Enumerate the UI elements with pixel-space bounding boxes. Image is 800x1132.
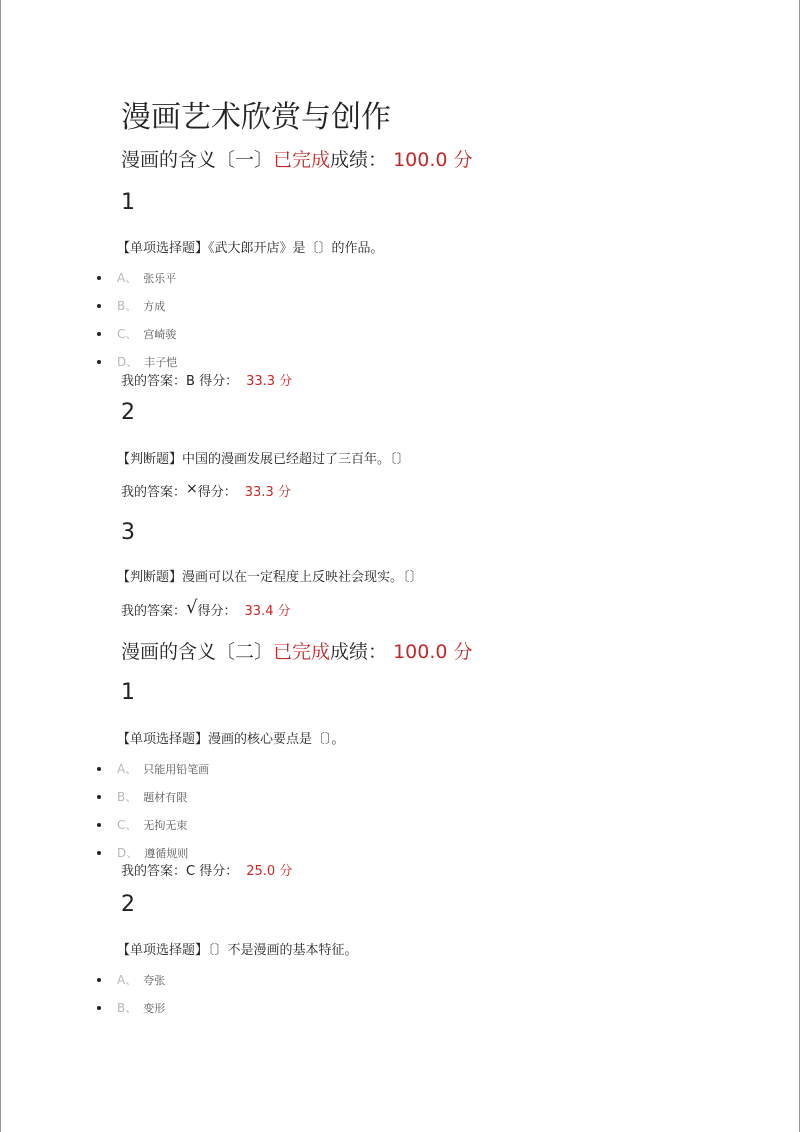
score-label: 得分： bbox=[199, 374, 239, 389]
bullet-icon bbox=[97, 823, 101, 827]
score-value: 33.4 分 bbox=[244, 604, 291, 619]
option-text: 题材有限 bbox=[143, 791, 188, 804]
bullet-icon bbox=[97, 304, 101, 308]
option-text: 夸张 bbox=[143, 974, 166, 987]
option-text: 无拘无束 bbox=[143, 819, 188, 832]
option-text: 变形 bbox=[143, 1002, 166, 1015]
question-body: 漫画可以在一定程度上反映社会现实。〔〕 bbox=[182, 570, 423, 585]
score-value: 25.0 分 bbox=[246, 864, 293, 879]
question-text bbox=[117, 942, 358, 960]
option-text: 遵循规则 bbox=[144, 847, 189, 860]
answer-label: 我的答案： bbox=[121, 485, 187, 500]
option-c[interactable] bbox=[97, 817, 187, 834]
option-letter: B、 bbox=[117, 299, 138, 313]
option-a[interactable] bbox=[97, 761, 209, 778]
option-letter: A、 bbox=[117, 973, 138, 987]
question-text bbox=[117, 240, 384, 258]
section-2-header bbox=[121, 640, 473, 664]
question-text bbox=[117, 451, 410, 469]
question-number: 2 bbox=[121, 400, 135, 425]
option-letter: C、 bbox=[117, 327, 138, 341]
bullet-icon bbox=[97, 276, 101, 280]
score-label: 得分： bbox=[197, 485, 237, 500]
option-letter: A、 bbox=[117, 762, 138, 776]
section-status: 已完成 bbox=[273, 149, 331, 171]
option-text: 张乐平 bbox=[143, 272, 177, 285]
check-icon: √ bbox=[186, 597, 198, 618]
question-type: 【判断题】 bbox=[117, 570, 183, 585]
answer-line bbox=[121, 373, 292, 391]
bullet-icon bbox=[97, 767, 101, 771]
question-body: 中国的漫画发展已经超过了三百年。〔〕 bbox=[182, 452, 410, 467]
option-b[interactable] bbox=[97, 1000, 165, 1017]
option-b[interactable] bbox=[97, 789, 187, 806]
question-text bbox=[117, 731, 345, 749]
question-type: 【单项选择题】 bbox=[117, 732, 209, 747]
section-score-label: 成绩： bbox=[330, 149, 388, 171]
option-text: 宫崎骏 bbox=[143, 328, 177, 341]
question-number: 3 bbox=[121, 520, 135, 545]
option-text: 方成 bbox=[143, 300, 166, 313]
answer-line bbox=[121, 863, 292, 881]
option-d[interactable] bbox=[97, 354, 177, 371]
option-letter: A、 bbox=[117, 271, 138, 285]
bullet-icon bbox=[97, 332, 101, 336]
section-score-value: 100.0 bbox=[393, 149, 448, 171]
cross-icon: × bbox=[186, 481, 198, 497]
option-a[interactable] bbox=[97, 270, 176, 287]
question-number: 2 bbox=[121, 892, 135, 917]
bullet-icon bbox=[97, 978, 101, 982]
answer-value: C bbox=[186, 864, 196, 879]
section-title: 漫画的含义〔一〕 bbox=[121, 149, 274, 171]
question-type: 【单项选择题】 bbox=[117, 241, 209, 256]
question-body: 〔〕不是漫画的基本特征。 bbox=[208, 943, 358, 958]
bullet-icon bbox=[97, 851, 101, 855]
question-body: 《武大郎开店》是〔〕的作品。 bbox=[208, 241, 384, 256]
section-title: 漫画的含义〔二〕 bbox=[121, 641, 274, 663]
option-letter: C、 bbox=[117, 818, 138, 832]
answer-label: 我的答案： bbox=[121, 604, 187, 619]
section-score-unit: 分 bbox=[453, 641, 473, 663]
question-text bbox=[117, 569, 423, 587]
answer-line bbox=[121, 483, 291, 502]
option-letter: B、 bbox=[117, 1001, 138, 1015]
option-b[interactable] bbox=[97, 298, 165, 315]
option-text: 丰子恺 bbox=[144, 356, 178, 369]
answer-label: 我的答案： bbox=[121, 374, 187, 389]
option-letter: B、 bbox=[117, 790, 138, 804]
answer-value: B bbox=[186, 374, 195, 389]
option-d[interactable] bbox=[97, 845, 188, 862]
score-label: 得分： bbox=[199, 864, 239, 879]
section-status: 已完成 bbox=[273, 641, 331, 663]
option-letter: D、 bbox=[117, 846, 139, 860]
section-score-unit: 分 bbox=[453, 149, 473, 171]
answer-label: 我的答案： bbox=[121, 864, 187, 879]
section-score-label: 成绩： bbox=[330, 641, 388, 663]
option-c[interactable] bbox=[97, 326, 176, 343]
score-label: 得分： bbox=[197, 604, 237, 619]
bullet-icon bbox=[97, 795, 101, 799]
document-title: 漫画艺术欣赏与创作 bbox=[121, 100, 391, 135]
question-type: 【单项选择题】 bbox=[117, 943, 209, 958]
question-body: 漫画的核心要点是〔〕。 bbox=[208, 732, 345, 747]
answer-line bbox=[121, 597, 291, 621]
question-number: 1 bbox=[121, 680, 135, 705]
question-number: 1 bbox=[121, 190, 135, 215]
section-1-header bbox=[121, 148, 473, 172]
section-score-value: 100.0 bbox=[393, 641, 448, 663]
bullet-icon bbox=[97, 360, 101, 364]
option-text: 只能用铅笔画 bbox=[143, 763, 210, 776]
bullet-icon bbox=[97, 1006, 101, 1010]
score-value: 33.3 分 bbox=[246, 374, 293, 389]
page-edge-left bbox=[0, 0, 1, 1132]
score-value: 33.3 分 bbox=[244, 485, 291, 500]
option-letter: D、 bbox=[117, 355, 139, 369]
question-type: 【判断题】 bbox=[117, 452, 183, 467]
option-a[interactable] bbox=[97, 972, 165, 989]
